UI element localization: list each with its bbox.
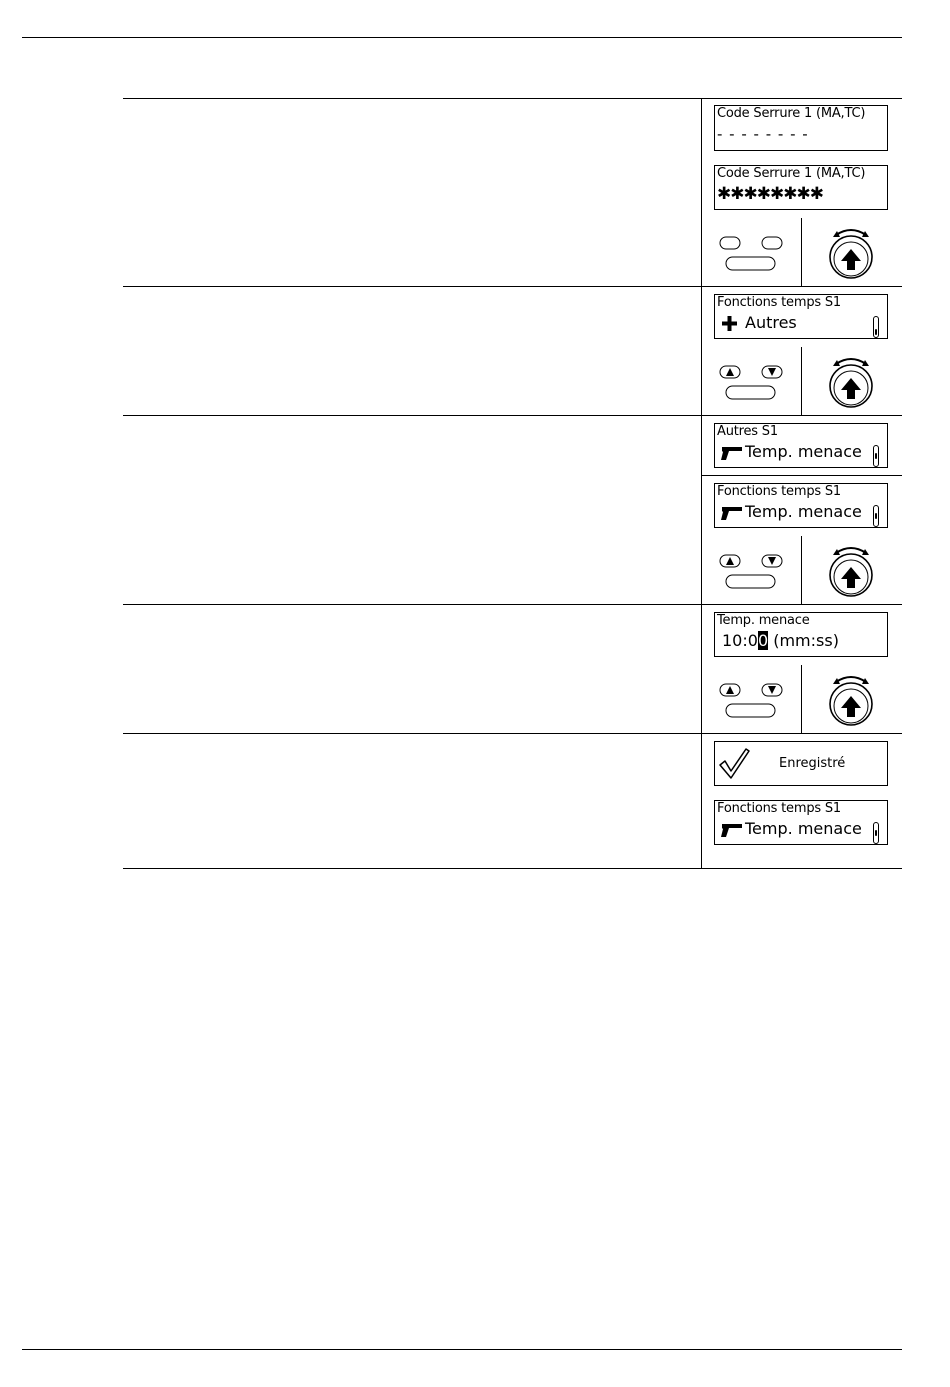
scrollbar [873, 822, 879, 844]
lcd-line1: Code Serrure 1 (MA,TC) [717, 166, 866, 181]
row-separator [123, 286, 902, 287]
plus-icon [722, 316, 737, 331]
lcd-screen [714, 165, 888, 210]
key-right [762, 237, 782, 249]
pistol-icon [720, 824, 742, 837]
lcd-screen [714, 105, 888, 151]
edit-cursor: 0 [757, 631, 769, 650]
scrollbar [873, 505, 879, 527]
menu-item-label: Temp. menace [745, 442, 862, 461]
lcd-line1: Fonctions temps S1 [717, 484, 842, 499]
table-top-border [123, 98, 902, 99]
lcd-line1: Code Serrure 1 (MA,TC) [717, 106, 866, 121]
code-masked: ✱✱✱✱✱✱✱✱ [717, 184, 823, 204]
row-separator [123, 604, 902, 605]
time-value: 10:0 [722, 631, 758, 650]
status-message: Enregistré [779, 756, 846, 771]
key-wide [726, 704, 775, 717]
keypad[interactable] [714, 675, 784, 719]
menu-item-label: Autres [745, 313, 797, 332]
table-bottom-border [123, 868, 902, 869]
time-format: (mm:ss) [768, 631, 839, 650]
dial-enter-icon[interactable] [828, 351, 874, 409]
key-wide [726, 257, 775, 270]
code-placeholder: - - - - - - - - [717, 125, 809, 143]
top-rule [22, 37, 902, 38]
key-wide [726, 575, 775, 588]
keypad-dial-separator [801, 347, 802, 415]
pistol-icon [720, 447, 742, 460]
keypad[interactable] [714, 357, 784, 401]
lcd-screen [714, 741, 888, 786]
lcd-screen [714, 800, 888, 845]
pistol-icon [720, 507, 742, 520]
dial-enter-icon[interactable] [828, 669, 874, 727]
scrollbar [873, 445, 879, 467]
lcd-screen [714, 483, 888, 528]
keypad[interactable] [714, 228, 784, 272]
lcd-screen [714, 423, 888, 468]
dial-enter-icon[interactable] [828, 222, 874, 280]
column-separator [701, 98, 702, 868]
keypad[interactable] [714, 546, 784, 590]
lcd-line1: Fonctions temps S1 [717, 295, 842, 310]
lcd-line1: Autres S1 [717, 424, 778, 439]
menu-item-label: Temp. menace [745, 502, 862, 521]
menu-item-label: Temp. menace [745, 819, 862, 838]
keypad-dial-separator [801, 665, 802, 733]
lcd-line1: Fonctions temps S1 [717, 801, 842, 816]
key-wide [726, 386, 775, 399]
lcd-screen [714, 294, 888, 339]
scrollbar [873, 316, 879, 338]
lcd-screen [714, 612, 888, 657]
screen-separator [702, 475, 902, 476]
checkmark-icon [718, 747, 750, 781]
row-separator [123, 733, 902, 734]
keypad-dial-separator [801, 218, 802, 286]
bottom-rule [22, 1349, 902, 1350]
row-separator [123, 415, 902, 416]
keypad-dial-separator [801, 536, 802, 604]
lcd-line2 [722, 631, 839, 651]
dial-enter-icon[interactable] [828, 540, 874, 598]
key-left [720, 237, 740, 249]
lcd-line1: Temp. menace [717, 613, 810, 628]
